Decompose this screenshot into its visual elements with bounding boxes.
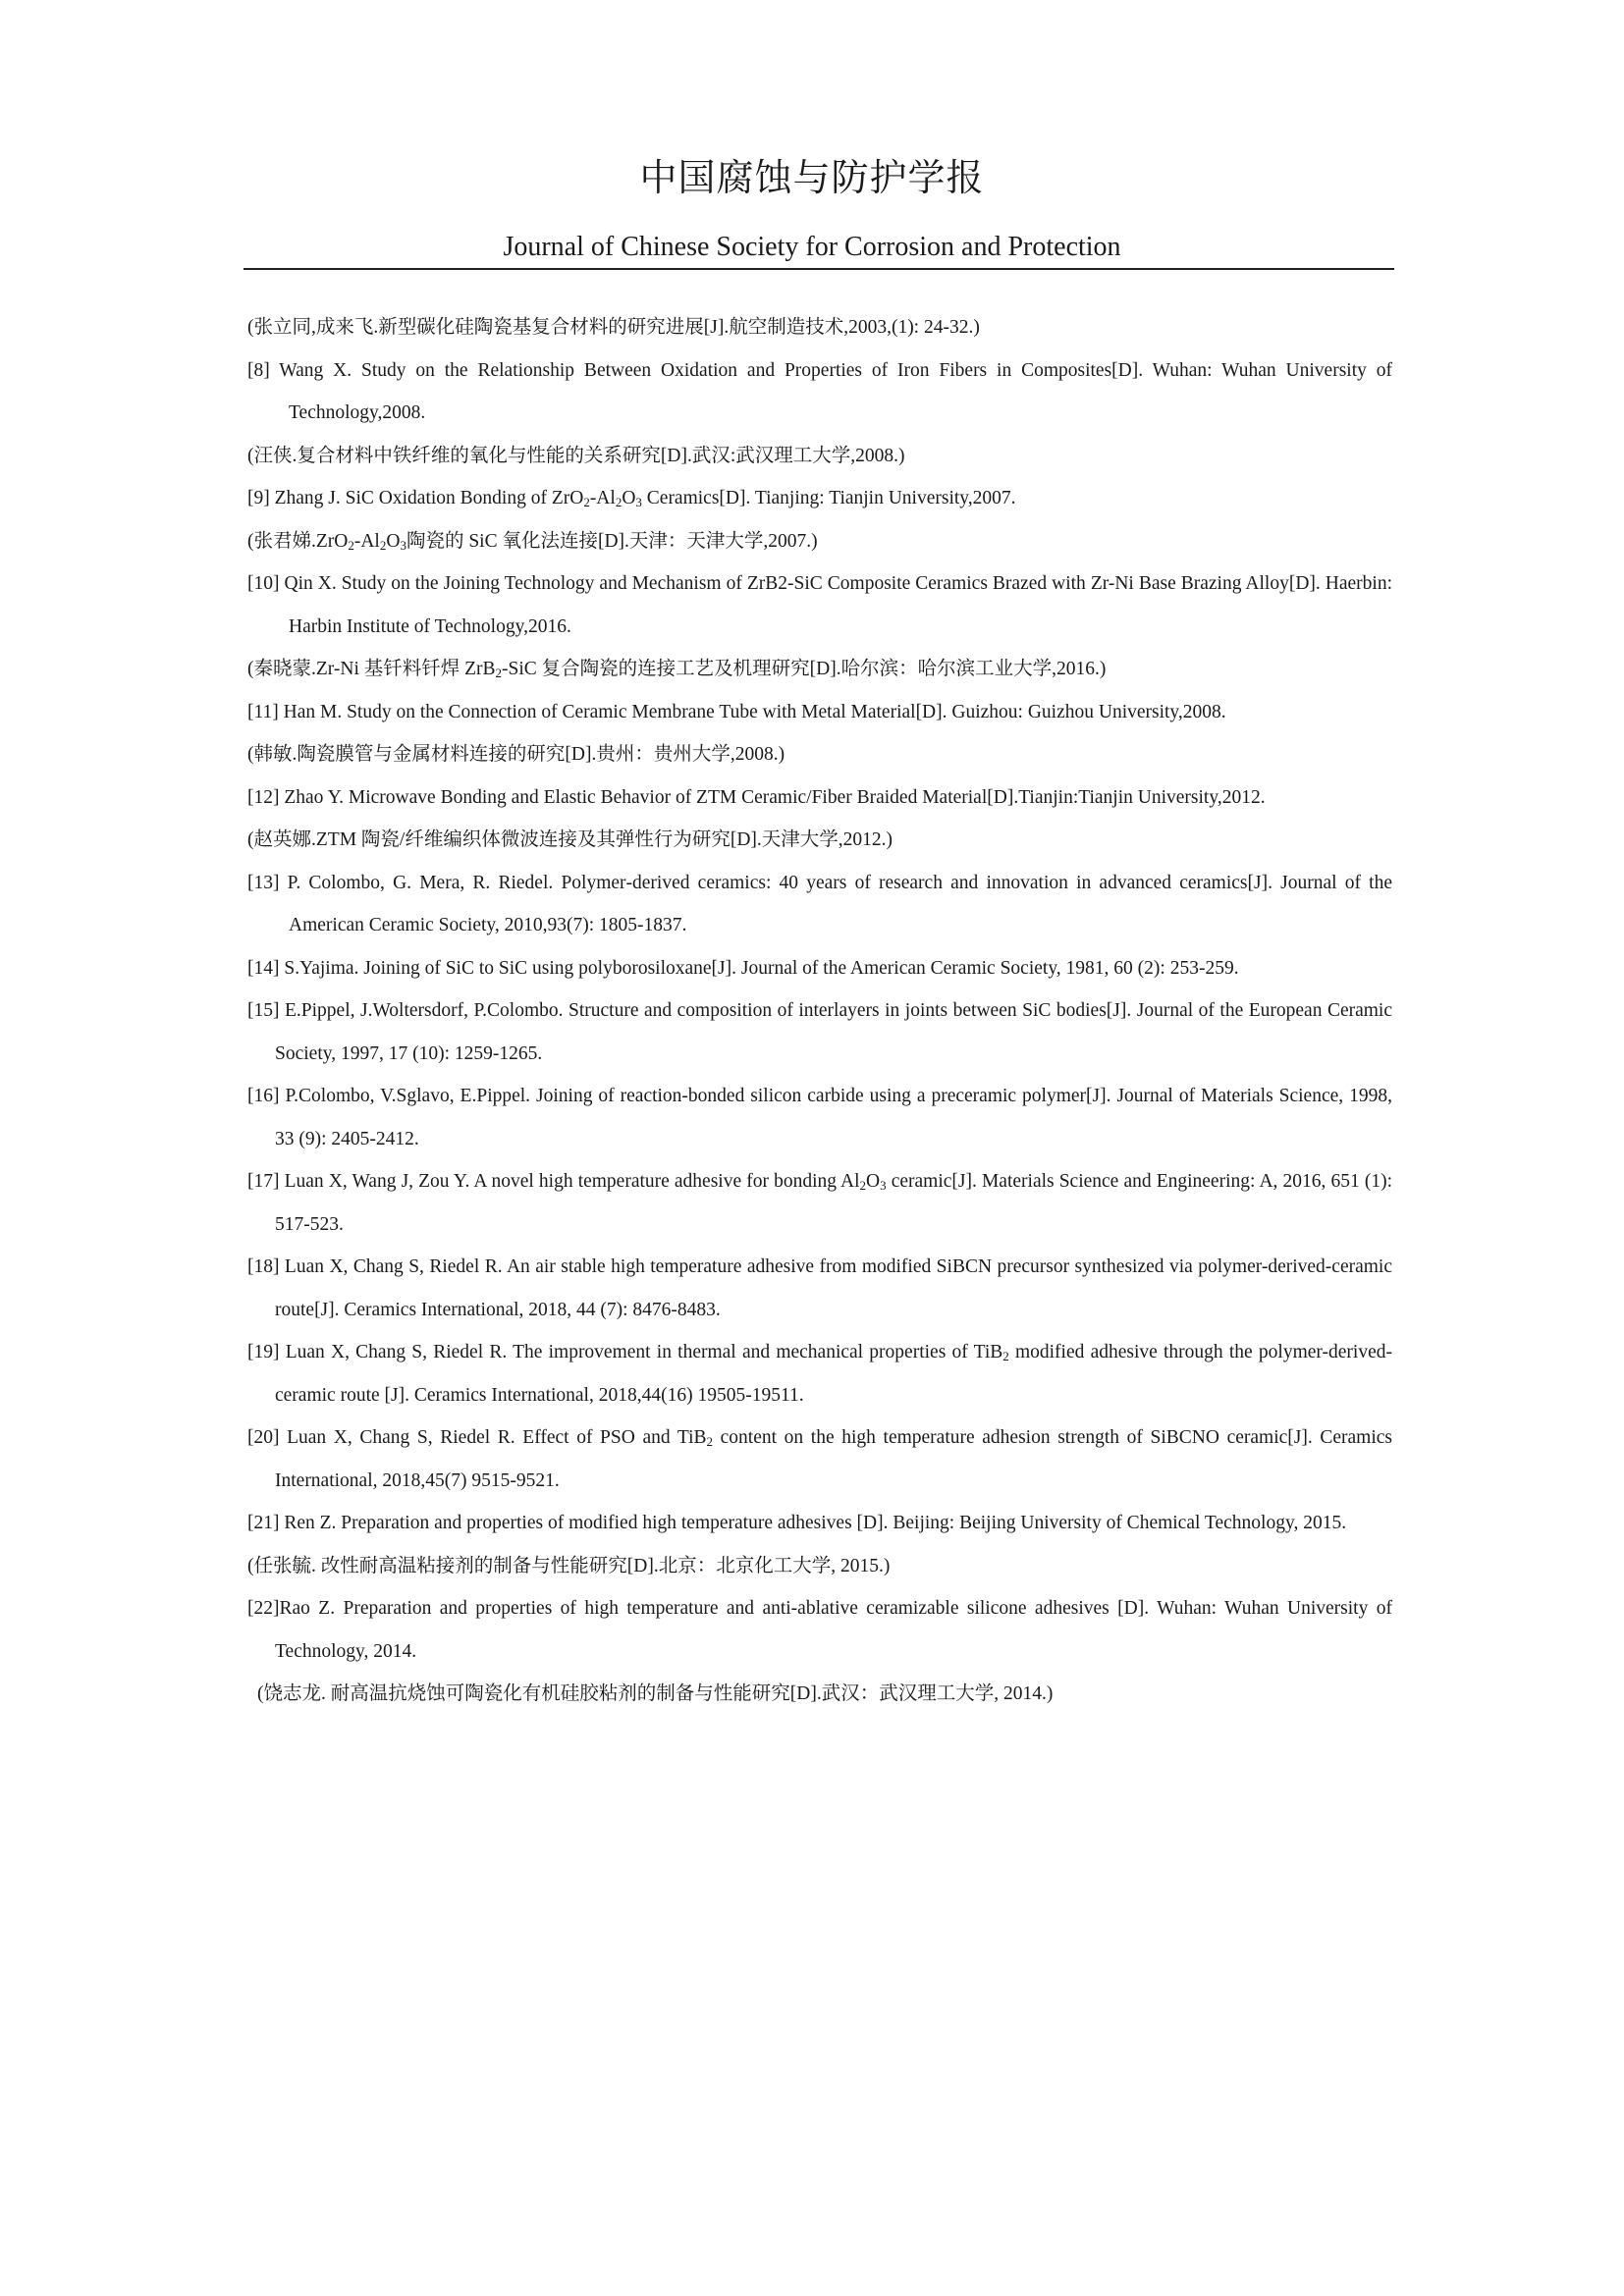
reference-14: [14] S.Yajima. Joining of SiC to SiC using polyborosiloxane[J]. Journal of the American Ceramic Society, 1981, 60 (2): 253-259. [247,957,1239,979]
reference-21-chinese: (任张毓. 改性耐高温粘接剂的制备与性能研究[D].北京：北京化工大学, 2015.) [247,1555,891,1576]
journal-title-chinese: 中国腐蚀与防护学报 [639,156,985,199]
reference-10: [10] Qin X. Study on the Joining Technology and Mechanism of ZrB2-SiC Composite Ceramics Brazed with Zr-Ni Base Brazing Alloy[D]. Haerbin: Harbin Institute of Technology,2016. [247,573,1392,637]
reference-10-chinese: (秦晓蒙.Zr-Ni 基钎料钎焊 ZrB$_2$-SiC 复合陶瓷的连接工艺及机理研究[D].哈尔滨：哈尔滨工业大学,2016.) [247,659,1107,680]
reference-9-chinese: (张君娣$.ZrO_2-Al_2O_3$陶瓷的 SiC 氧化法连接[D].天津：天津大学,2007.) [247,530,818,553]
header-rule [244,268,1394,270]
reference-21: [21] Ren Z. Preparation and properties of modified high temperature adhesives [D]. Beijing: Beijing University of Chemical Technology, 2015. [247,1513,1347,1533]
reference-12: [12] Zhao Y. Microwave Bonding and Elastic Behavior of ZTM Ceramic/Fiber Braided Material[D].Tianjin:Tianjin University,2012. [247,786,1266,808]
journal-title-english: Journal of Chinese Society for Corrosion and Protection [503,232,1121,262]
reference-8: [8] Wang X. Study on the Relationship Between Oxidation and Properties of Iron Fibers in Composites[D]. Wuhan: Wuhan University of Technology,2008. [247,359,1392,423]
reference-15: [15] E.Pippel, J.Woltersdorf, P.Colombo. Structure and composition of interlayers in joints between SiC bodies[J]. Journal of the European Ceramic Society, 1997, 17 (10): 1259-1265. [247,1000,1392,1064]
reference-17: [17] Luan X, Wang J, Zou Y. A novel high temperature adhesive for bonding $Al_2O_3$ ceramic[J]. Materials Science and Engineering: A, 2016, 651 (1): 517-523. [247,1171,1392,1235]
reference-22-chinese: (饶志龙. 耐高温抗烧蚀可陶瓷化有机硅胶粘剂的制备与性能研究[D].武汉：武汉理工大学, 2014.) [257,1683,1054,1704]
reference-7-chinese: (张立同,成来飞.新型碳化硅陶瓷基复合材料的研究进展[J].航空制造技术,2003,(1): 24-32.) [247,317,980,338]
reference-12-chinese: (赵英娜.ZTM 陶瓷/纤维编织体微波连接及其弹性行为研究[D].天津大学,2012.) [247,829,893,850]
reference-11-chinese: (韩敏.陶瓷膜管与金属材料连接的研究[D].贵州：贵州大学,2008.) [247,744,785,765]
reference-11: [11] Han M. Study on the Connection of Ceramic Membrane Tube with Metal Material[D]. Guizhou: Guizhou University,2008. [247,701,1226,722]
reference-13: [13] P. Colombo, G. Mera, R. Riedel. Polymer‐derived ceramics: 40 years of research and innovation in advanced ceramics[J]. Journal of the American Ceramic Society, 2010,93(7): 1805-1837. [247,872,1392,935]
reference-20: [20] Luan X, Chang S, Riedel R. Effect of PSO and TiB$_2$ content on the high temperature adhesion strength of SiBCNO ceramic[J]. Ceramics International, 2018,45(7) 9515-9521. [247,1427,1392,1491]
reference-9: [9] Zhang J. SiC Oxidation Bonding of $ZrO_2-Al_2O_3$ Ceramics[D]. Tianjing: Tianjin University,2007. [247,488,1016,509]
reference-16: [16] P.Colombo, V.Sglavo, E.Pippel. Joining of reaction-bonded silicon carbide using a preceramic polymer[J]. Journal of Materials Science, 1998, 33 (9): 2405-2412. [247,1086,1392,1149]
reference-19: [19] Luan X, Chang S, Riedel R. The improvement in thermal and mechanical properties of TiB$_2$ modified adhesive through the polymer-derived-ceramic route [J]. Ceramics International, 2018,44(16) 19505-19511. [247,1342,1392,1406]
reference-8-chinese: (汪侠.复合材料中铁纤维的氧化与性能的关系研究[D].武汉:武汉理工大学,2008.) [247,445,905,466]
reference-18: [18] Luan X, Chang S, Riedel R. An air stable high temperature adhesive from modified SiBCN precursor synthesized via polymer-derived-ceramic route[J]. Ceramics International, 2018, 44 (7): 8476-8483. [247,1256,1392,1320]
reference-list [247,306,1392,1716]
reference-22: [22]Rao Z. Preparation and properties of high temperature and anti-ablative ceramizable silicone adhesives [D]. Wuhan: Wuhan University of Technology, 2014. [247,1598,1392,1662]
